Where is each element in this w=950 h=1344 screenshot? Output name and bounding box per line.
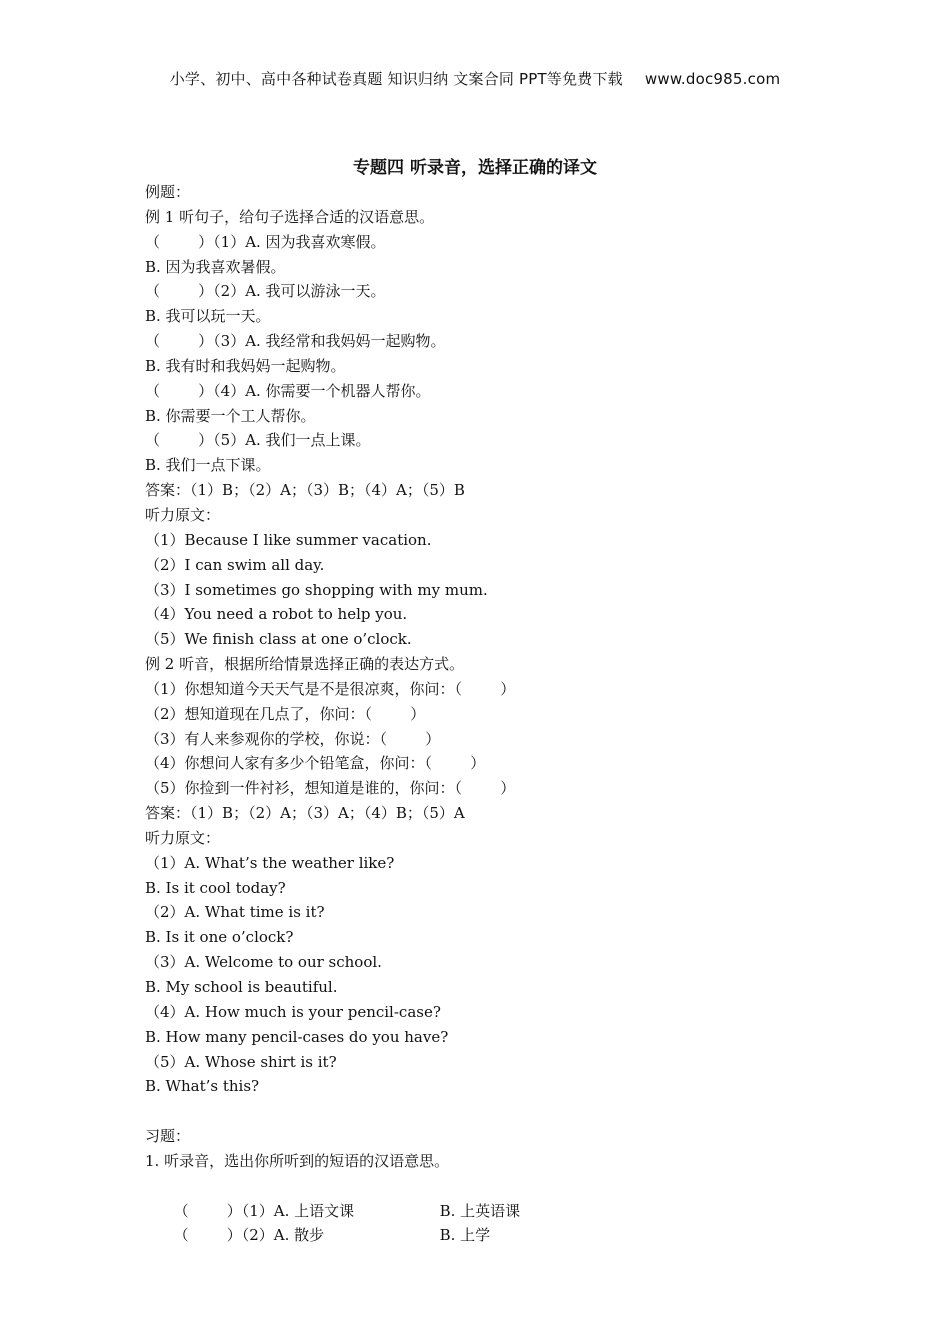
text-line: B. How many pencil-cases do you have? [145, 1027, 449, 1046]
text-line: B. 我们一点下课。 [145, 456, 271, 475]
text-line: （ ）（2）A. 我可以游泳一天。 [145, 282, 386, 301]
text-line: （5）We finish class at one o’clock. [145, 630, 412, 649]
text-line: B. My school is beautiful. [145, 978, 338, 996]
text-line: （5）A. Whose shirt is it? [145, 1052, 337, 1071]
text-line: B. 你需要一个工人帮你。 [145, 406, 316, 425]
text-line: （1）Because I like summer vacation. [145, 530, 432, 549]
text-line: （3）有人来参观你的学校，你说：（ ） [145, 729, 441, 748]
text-line: （1）你想知道今天天气是不是很凉爽，你问：（ ） [145, 679, 516, 698]
document-body [145, 180, 845, 1245]
exercise-item [145, 1174, 845, 1220]
text-line: （ ）（1）A. 因为我喜欢寒假。 [145, 232, 386, 251]
page-title: 专题四 听录音，选择正确的译文 [353, 158, 597, 178]
text-line: （2）想知道现在几点了，你问：（ ） [145, 704, 426, 723]
text-line: （4）A. How much is your pencil-case? [145, 1002, 441, 1021]
text-line: （2）A. What time is it? [145, 903, 325, 922]
text-line: 答案：（1）B；（2）A；（3）A；（4）B；（5）A [145, 804, 465, 823]
text-line: 例 1 听句子，给句子选择合适的汉语意思。 [145, 207, 435, 226]
text-line: （4）你想问人家有多少个铅笔盒，你问：（ ） [145, 754, 486, 773]
text-line: （5）你捡到一件衬衫，想知道是谁的，你问：（ ） [145, 779, 516, 798]
text-line: （2）I can swim all day. [145, 555, 325, 574]
text-line: B. What’s this? [145, 1077, 260, 1096]
option-b: B. 上英语课 [439, 1201, 521, 1220]
text-line: （1）A. What’s the weather like? [145, 853, 395, 872]
text-line: B. 我可以玩一天。 [145, 307, 271, 326]
header-text: 小学、初中、高中各种试卷真题 知识归纳 文案合同 PPT等免费下载 [169, 70, 623, 88]
option-b: B. 上学 [439, 1226, 491, 1245]
text-line: 听力原文： [145, 828, 221, 847]
option-a: （ ）（1）A. 上语文课 [173, 1201, 355, 1220]
text-line: （ ）（5）A. 我们一点上课。 [145, 431, 371, 450]
text-line: 例题： [145, 183, 191, 201]
header-site: www.doc985.com [644, 70, 781, 88]
text-line: 答案：（1）B；（2）A；（3）B；（4）A；（5）B [145, 481, 465, 500]
text-line: （ ）（3）A. 我经常和我妈妈一起购物。 [145, 332, 446, 351]
text-line: 听力原文： [145, 505, 221, 524]
text-line: 例 2 听音，根据所给情景选择正确的表达方式。 [145, 655, 465, 674]
text-line: B. 因为我喜欢暑假。 [145, 257, 286, 276]
exercise-instruction: 1. 听录音，选出你所听到的短语的汉语意思。 [145, 1151, 450, 1170]
text-line: （3）I sometimes go shopping with my mum. [145, 580, 488, 599]
text-line: B. Is it one o’clock? [145, 928, 294, 947]
text-line: （4）You need a robot to help you. [145, 605, 408, 624]
option-a: （ ）（2）A. 散步 [173, 1226, 325, 1245]
exercise-section [145, 1124, 845, 1245]
blank-line [145, 1099, 845, 1124]
text-line: （3）A. Welcome to our school. [145, 953, 382, 972]
exercise-heading: 习题： [145, 1127, 191, 1146]
exercise-item [145, 1199, 845, 1245]
text-line: B. Is it cool today? [145, 878, 286, 897]
text-line: B. 我有时和我妈妈一起购物。 [145, 356, 346, 375]
page-header [0, 68, 950, 89]
text-line: （ ）（4）A. 你需要一个机器人帮你。 [145, 381, 431, 400]
